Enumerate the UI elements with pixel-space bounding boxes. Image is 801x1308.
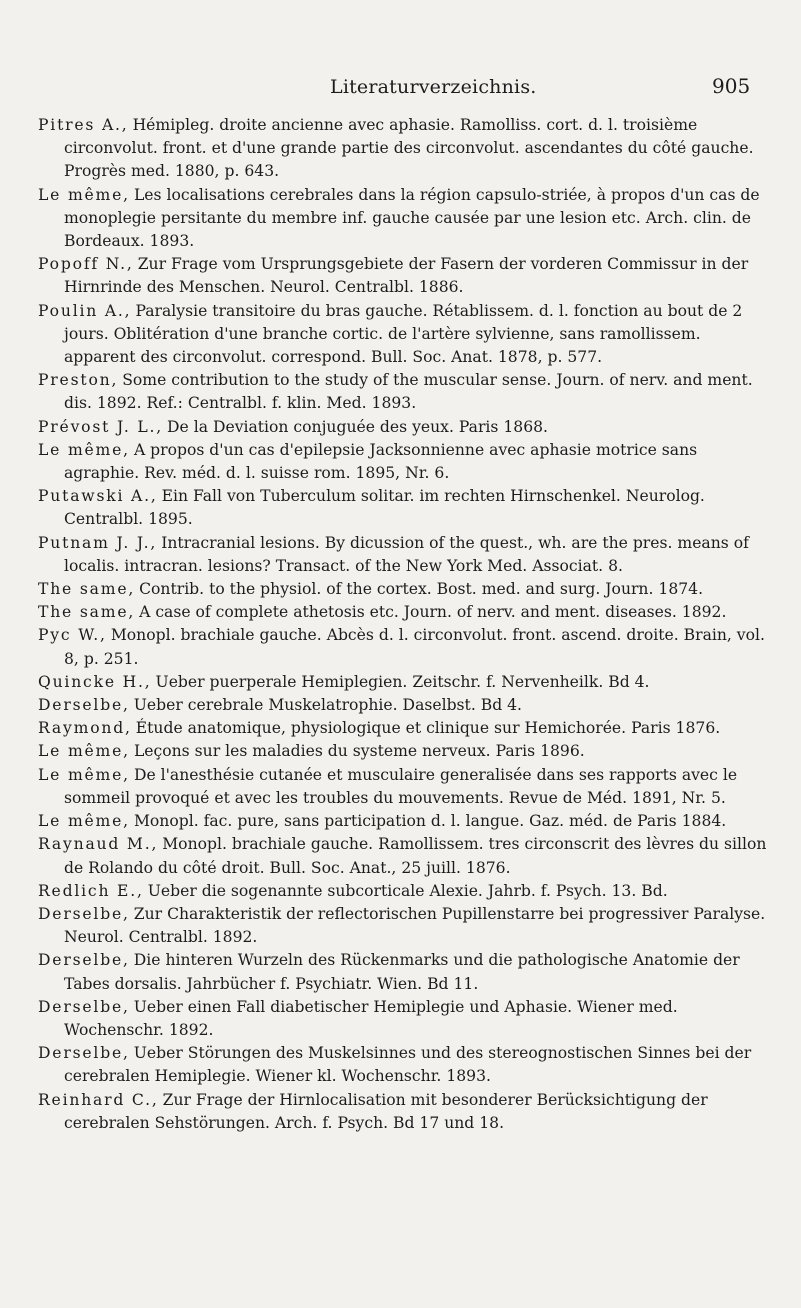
bibliography-entry: [38, 300, 773, 370]
bibliography-entry: [38, 717, 773, 740]
entry-author: Raymond,: [38, 719, 132, 738]
bibliography-entry: [38, 439, 773, 485]
bibliography-entry: [38, 369, 773, 415]
entry-citation: Monopl. brachiale gauche. Ramollissem. tres circonscrit des lèvres du sillon de Rolando du côté droit. Bull. Soc. Anat., 25 juill. 1876.: [64, 835, 767, 877]
entry-citation: A propos d'un cas d'epilepsie Jacksonnienne avec aphasie motrice sans agraphie. Rev. méd. d. l. suisse rom. 1895, Nr. 6.: [64, 440, 698, 483]
bibliography-entry: [38, 485, 773, 531]
page-number: 905: [712, 74, 751, 98]
entry-citation: Hémipleg. droite ancienne avec aphasie. Ramolliss. cort. d. l. troisième circonvolut. front. et d'une grande partie des circonvolut. ascendantes du côté gauche. Progrès med. 1880, p. 643.: [64, 116, 754, 181]
bibliography-entry: [38, 671, 773, 694]
entry-author: Le même,: [38, 812, 130, 831]
bibliography-entry: [38, 694, 773, 717]
bibliography-list: [38, 114, 773, 1135]
entry-author: Le même,: [38, 765, 130, 784]
entry-citation: Die hinteren Wurzeln des Rückenmarks und die pathologische Anatomie der Tabes dorsalis. Jahrbücher f. Psychiatr. Wien. Bd 11.: [64, 951, 740, 993]
entry-author: Pitres A.,: [38, 116, 129, 134]
bibliography-entry: [38, 416, 773, 439]
bibliography-entry: [38, 624, 773, 670]
entry-author: Putnam J. J.,: [38, 533, 158, 552]
bibliography-entry: [38, 764, 773, 810]
entry-citation: Contrib. to the physiol. of the cortex. Bost. med. and surg. Journ. 1874.: [139, 580, 704, 599]
bibliography-entry: [38, 949, 773, 995]
entry-author: The same,: [38, 580, 136, 599]
bibliography-entry: [38, 996, 773, 1042]
bibliography-entry: [38, 578, 773, 601]
entry-author: Derselbe,: [38, 1044, 130, 1063]
entry-author: Derselbe,: [38, 904, 130, 923]
entry-citation: Ein Fall von Tuberculum solitar. im rechten Hirnschenkel. Neurolog. Centralbl. 1895.: [64, 487, 705, 529]
entry-citation: Ueber cerebrale Muskelatrophie. Daselbst. Bd 4.: [133, 696, 523, 715]
entry-author: Putawski A.,: [38, 487, 158, 506]
bibliography-entry: [38, 532, 773, 578]
entry-citation: Étude anatomique, physiologique et clinique sur Hemichorée. Paris 1876.: [135, 719, 721, 738]
entry-author: Preston,: [38, 371, 119, 390]
entry-citation: Ueber puerperale Hemiplegien. Zeitschr. f. Nervenheilk. Bd 4.: [155, 672, 650, 691]
entry-author: Prévost J. L.,: [38, 417, 164, 436]
entry-author: Raynaud M.,: [38, 835, 159, 854]
entry-author: Popoff N.,: [38, 255, 134, 274]
entry-author: Derselbe,: [38, 997, 130, 1016]
entry-author: Poulin A.,: [38, 301, 132, 320]
entry-citation: Zur Frage vom Ursprungsgebiete der Fasern der vorderen Commissur in der Hirnrinde des Menschen. Neurol. Centralbl. 1886.: [64, 255, 749, 297]
bibliography-entry: [38, 1089, 773, 1135]
entry-author: Quincke H.,: [38, 672, 152, 691]
entry-citation: Ueber einen Fall diabetischer Hemiplegie und Aphasie. Wiener med. Wochenschr. 1892.: [64, 997, 678, 1039]
entry-citation: Intracranial lesions. By dicussion of the quest., wh. are the pres. means of localis. intracran. lesions? Transact. of the New York Med. Associat. 8.: [64, 533, 749, 575]
entry-citation: Paralysie transitoire du bras gauche. Rétablissem. d. l. fonction au bout de 2 jours. Oblitération d'une branche cortic. de l'artère sylvienne, sans ramollissem. apparent des circonvolut. correspond. Bull. Soc. Anat. 1878, p. 577.: [64, 301, 743, 367]
entry-author: Derselbe,: [38, 951, 130, 970]
bibliography-entry: [38, 601, 773, 624]
entry-citation: Monopl. brachiale gauche. Abcès d. l. circonvolut. front. ascend. droite. Brain, vol. 8, p. 251.: [64, 626, 765, 668]
entry-author: Derselbe,: [38, 696, 130, 715]
entry-author: Redlich E.,: [38, 881, 144, 900]
bibliography-entry: [38, 833, 773, 879]
bibliography-entry: [38, 810, 773, 833]
entry-author: Reinhard C.,: [38, 1090, 159, 1109]
entry-citation: Les localisations cerebrales dans la région capsulo-striée, à propos d'un cas de monoplegie persitante du membre inf. gauche causée par une lesion etc. Arch. clin. de Bordeaux. 1893.: [64, 185, 760, 251]
entry-citation: Zur Charakteristik der reflectorischen Pupillenstarre bei progressiver Paralyse. Neurol. Centralbl. 1892.: [64, 904, 766, 947]
bibliography-entry: [38, 184, 773, 254]
entry-citation: Leçons sur les maladies du systeme nerveux. Paris 1896.: [133, 742, 585, 761]
entry-author: Pyc W.,: [38, 626, 107, 645]
running-title: Literaturverzeichnis.: [330, 76, 537, 98]
bibliography-entry: [38, 903, 773, 949]
entry-citation: Ueber die sogenannte subcorticale Alexie. Jahrb. f. Psych. 13. Bd.: [147, 881, 668, 900]
entry-citation: A case of complete athetosis etc. Journ. of nerv. and ment. diseases. 1892.: [139, 603, 727, 622]
entry-citation: Monopl. fac. pure, sans participation d. l. langue. Gaz. méd. de Paris 1884.: [133, 812, 727, 831]
entry-citation: Some contribution to the study of the muscular sense. Journ. of nerv. and ment. dis. 1892. Ref.: Centralbl. f. klin. Med. 1893.: [64, 371, 753, 413]
running-head: [0, 76, 801, 106]
entry-citation: De la Deviation conjuguée des yeux. Paris 1868.: [167, 417, 548, 436]
entry-author: The same,: [38, 603, 136, 622]
bibliography-entry: [38, 1042, 773, 1088]
entry-author: Le même,: [38, 440, 130, 459]
bibliography-entry: [38, 114, 773, 184]
entry-citation: De l'anesthésie cutanée et musculaire generalisée dans ses rapports avec le sommeil provoqué et avec les troubles du mouvements. Revue de Méd. 1891, Nr. 5.: [64, 765, 738, 807]
entry-author: Le même,: [38, 185, 130, 204]
bibliography-entry: [38, 253, 773, 299]
entry-citation: Ueber Störungen des Muskelsinnes und des stereognostischen Sinnes bei der cerebralen Hemiplegie. Wiener kl. Wochenschr. 1893.: [64, 1044, 752, 1086]
bibliography-entry: [38, 880, 773, 903]
bibliography-entry: [38, 740, 773, 763]
entry-citation: Zur Frage der Hirnlocalisation mit besonderer Berücksichtigung der cerebralen Sehstörungen. Arch. f. Psych. Bd 17 und 18.: [64, 1090, 708, 1132]
entry-author: Le même,: [38, 742, 130, 761]
